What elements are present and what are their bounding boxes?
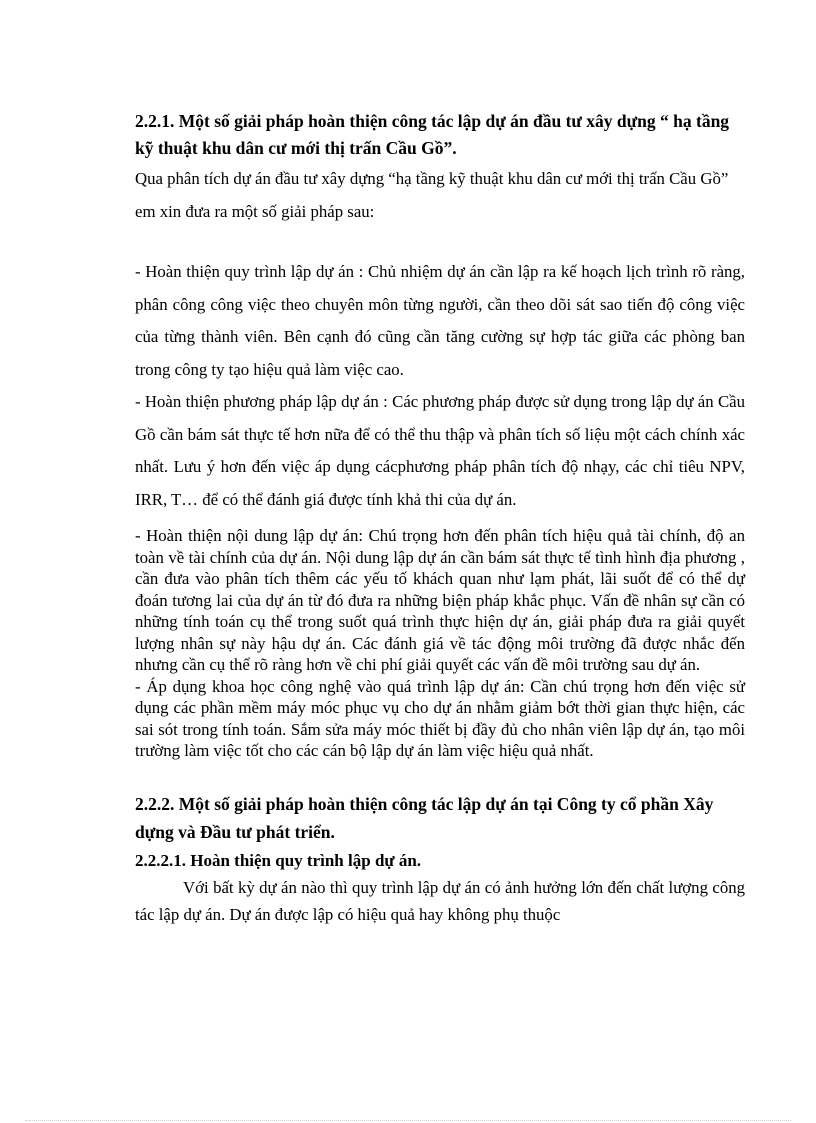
paragraph-noi-dung: - Hoàn thiện nội dung lập dự án: Chú trọng hơn đến phân tích hiệu quả tài chính, độ an toàn về tài chính của dự án. Nội dung lập dự án cần bám sát thực tế tình hình địa phương , cần đưa vào phân tích thêm các yếu tố khách quan như lạm phát, lãi suốt để có thể dự đoán tương lai của dự án từ đó đưa ra những biện pháp khắc phục. Vấn đề nhân sự cần có những tính toán cụ thể trong suốt quá trình thực hiện dự án, giải pháp đưa ra giải quyết lượng nhân sự này hậu dự án. Các đánh giá về tác động môi trường đã được nhắc đến nhưng cần cụ thể rõ ràng hơn về chi phí giải quyết các vấn đề môi trường sau dự án. <box>135 526 745 674</box>
paragraph-phuong-phap: - Hoàn thiện phương pháp lập dự án : Các phương pháp được sử dụng trong lập dự án Cầu Gồ cần bám sát thực tế hơn nữa để có thể thu thập và phân tích số liệu một cách chính xác nhất. Lưu ý hơn đến việc áp dụng cácphương pháp phân tích độ nhạy, các chỉ tiêu NPV, IRR, T… để có thể đánh giá được tính khả thi của dự án. <box>135 392 745 509</box>
paragraph-quy-trinh-lap-du-an: Với bất kỳ dự án nào thì quy trình lập dự án có ảnh hưởng lớn đến chất lượng công tác lập dự án. Dự án được lập có hiệu quả hay không phụ thuộc <box>135 877 745 924</box>
subsection-heading-2-2-2-1: 2.2.2.1. Hoàn thiện quy trình lập dự án. <box>135 850 422 870</box>
paragraph-khoa-hoc: - Áp dụng khoa học công nghệ vào quá trình lập dự án: Cần chú trọng hơn đến việc sử dụng các phần mềm máy móc phục vụ cho dự án nhằm giảm bớt thời gian thực hiện, các sai sót trong tính toán. Sắm sửa máy móc thiết bị đầy đủ cho nhân viên lập dự án, tạo môi trường làm việc tốt cho các cán bộ lập dự án làm việc hiệu quả nhất. <box>135 676 745 760</box>
section-heading-2-2-2: 2.2.2. Một số giải pháp hoàn thiện công tác lập dự án tại Công ty cổ phần Xây dựng và Đầu tư phát triển. <box>135 793 714 842</box>
page-content <box>135 108 745 928</box>
paragraph-quy-trinh: - Hoàn thiện quy trình lập dự án : Chủ nhiệm dự án cần lập ra kế hoạch lịch trình rõ ràng, phân công công việc theo chuyên môn từng người, cần theo dõi sát sao tiến độ công việc của từng thành viên. Bên cạnh đó cũng cần tăng cường sự hợp tác giữa các phòng ban trong công ty tạo hiệu quả làm việc cao. <box>135 262 745 379</box>
section-heading-2-2-1: 2.2.1. Một số giải pháp hoàn thiện công tác lập dự án đầu tư xây dựng “ hạ tầng kỹ thuật khu dân cư mới thị trấn Cầu Gồ”. <box>135 111 730 158</box>
blank-line <box>135 228 745 256</box>
page-bottom-divider <box>25 1120 791 1121</box>
intro-paragraph: Qua phân tích dự án đầu tư xây dựng “hạ tầng kỹ thuật khu dân cư mới thị trấn Cầu Gồ” em xin đưa ra một số giải pháp sau: <box>135 169 729 221</box>
